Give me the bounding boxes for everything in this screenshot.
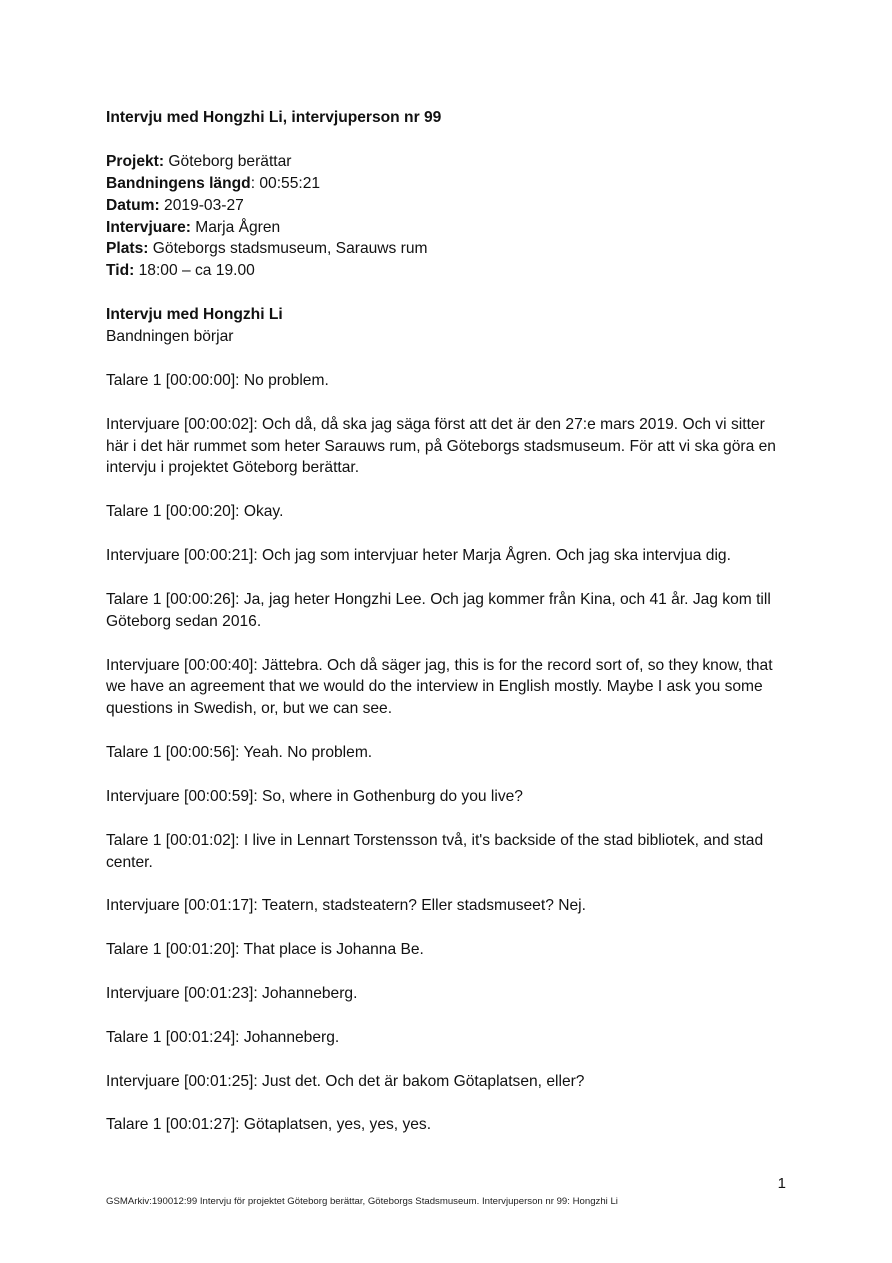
metadata-interviewer [106,217,786,239]
page-number: 1 [777,1175,786,1192]
metadata-date [106,195,786,217]
transcript-paragraph: Intervjuare [00:00:02]: Och då, då ska jag säga först att det är den 27:e mars 2019. Och vi sitter här i det här rummet som heter Sarauws rum, på Göteborgs stadsmuseum. För att vi ska göra en intervju i projektet Göteborg berättar. [106,415,776,477]
transcript-paragraph: Talare 1 [00:01:02]: I live in Lennart Torstensson två, it's backside of the stad bibliotek, and stad center. [106,831,764,871]
metadata-value: 2019-03-27 [159,196,244,214]
metadata-key: Datum: [106,196,160,214]
transcript-paragraph: Talare 1 [00:01:20]: That place is Johanna Be. [106,941,424,959]
transcript-paragraph: Intervjuare [00:00:21]: Och jag som intervjuar heter Marja Ågren. Och jag ska intervjua dig. [106,547,731,565]
transcript-paragraph: Talare 1 [00:00:26]: Ja, jag heter Hongzhi Lee. Och jag kommer från Kina, och 41 år. Jag kom till Göteborg sedan 2016. [106,590,771,630]
metadata-place [106,238,786,260]
transcript-paragraph: Intervjuare [00:01:17]: Teatern, stadsteatern? Eller stadsmuseet? Nej. [106,897,586,915]
transcript-paragraph: Talare 1 [00:00:00]: No problem. [106,371,329,389]
transcript-paragraph: Intervjuare [00:00:59]: So, where in Gothenburg do you live? [106,787,523,805]
section-heading: Intervju med Hongzhi Li [106,306,283,324]
transcript-paragraph: Talare 1 [00:01:27]: Götaplatsen, yes, yes, yes. [106,1116,432,1134]
transcript-paragraph: Talare 1 [00:01:24]: Johanneberg. [106,1028,340,1046]
metadata-key: Bandningens längd [106,174,251,192]
metadata-key: Plats: [106,240,149,258]
transcript-paragraph: Intervjuare [00:01:25]: Just det. Och det är bakom Götaplatsen, eller? [106,1072,585,1090]
metadata-project [106,151,786,173]
metadata-value: : 00:55:21 [250,174,321,192]
metadata-key: Intervjuare: [106,218,191,236]
metadata-value: 18:00 – ca 19.00 [134,262,255,280]
document-page [106,107,786,1158]
metadata-block [106,151,786,282]
transcript-paragraph: Talare 1 [00:00:20]: Okay. [106,503,284,521]
metadata-value: Marja Ågren [190,218,281,236]
metadata-time [106,260,786,282]
section-subheading: Bandningen börjar [106,328,234,346]
metadata-value: Göteborg berättar [164,152,292,170]
metadata-key: Projekt: [106,152,165,170]
document-title: Intervju med Hongzhi Li, intervjuperson nr 99 [106,109,442,126]
transcript-paragraph: Intervjuare [00:01:23]: Johanneberg. [106,985,358,1003]
transcript-paragraph: Talare 1 [00:00:56]: Yeah. No problem. [106,744,373,762]
transcript [106,370,786,1137]
page-footer: GSMArkiv:190012:99 Intervju för projektet Göteborg berättar, Göteborgs Stadsmuseum. Intervjuperson nr 99: Hongzhi Li [106,1196,618,1207]
transcript-paragraph: Intervjuare [00:00:40]: Jättebra. Och då säger jag, this is for the record sort of, so they know, that we have an agreement that we would do the interview in English mostly. Maybe I ask you some questions in Swedish, or, but we can see. [106,656,773,718]
metadata-key: Tid: [106,262,135,280]
metadata-recording-length [106,173,786,195]
metadata-value: Göteborgs stadsmuseum, Sarauws rum [148,240,428,258]
